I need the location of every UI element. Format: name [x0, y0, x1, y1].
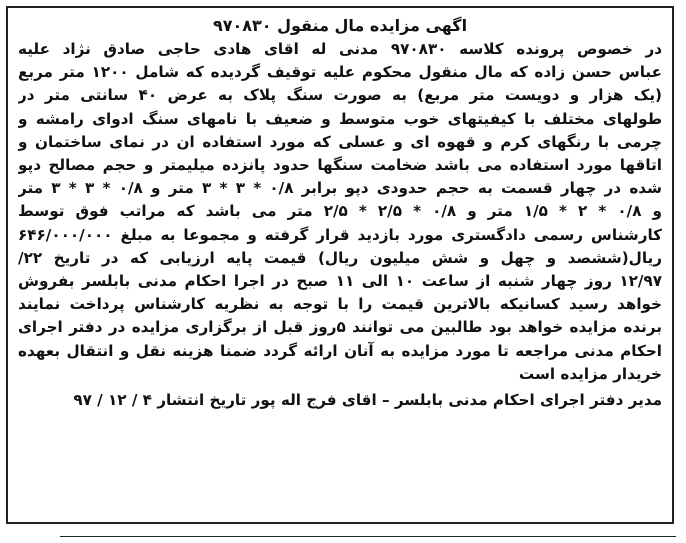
notice-line: برنده مزایده خواهد بود طالبین می توانند ۵روز قبل از برگزاری مزایده در دفتر اجرای [18, 318, 662, 337]
notice-line: شده در چهار قسمت به حجم حدودی دپو برابر ۰/۸ * ۳ * ۳ متر و ۰/۸ * ۳ * ۳ متر [18, 179, 662, 198]
notice-line: عباس حسن زاده که مال منقول محکوم علیه توقیف گردیده که شامل ۱۲۰۰ متر مربع [18, 63, 662, 82]
notice-line: اتاقها مورد استفاده می باشد ضخامت سنگها حدود پانزده میلیمتر و حجم مصالح دپو [18, 156, 662, 175]
notice-line: خریدار مزایده است [518, 364, 662, 383]
notice-line: و ۰/۸ * ۲ * ۱/۵ متر و ۰/۸ * ۲/۵ * ۲/۵ متر می باشد که مراتب فوق توسط [18, 202, 662, 221]
notice-line: در خصوص پرونده کلاسه ۹۷۰۸۳۰ مدنی له اقای هادی حاجی صادق نژاد علیه [18, 40, 662, 58]
notice-footer: مدیر دفتر اجرای احکام مدنی بابلسر – اقای فرج اله پور تاریخ انتشار ۴ / ۱۲ / ۹۷ [73, 391, 662, 410]
notice-line: کارشناس رسمی دادگستری مورد بازدید قرار گرفته و مجموعا به مبلغ ۶۴۶/۰۰۰/۰۰۰ [18, 225, 662, 244]
notice-body [18, 38, 662, 386]
notice-line: احکام مدنی مراجعه تا مورد مزایده به آنان ارائه گردد ضمنا هزینه نقل و انتقال بعهده [18, 341, 662, 360]
notice-line: ۱۲/۹۷ روز چهار شنبه از ساعت ۱۰ الی ۱۱ صبح در اجرا احکام مدنی بابلسر بفروش [18, 272, 662, 291]
notice-line: خواهد رسید کسانیکه بالاترین قیمت را با توجه به نظریه کارشناس پرداخت نمایند [18, 295, 662, 314]
notice-line: چرمی با رنگهای کرم و قهوه ای و عسلی که مورد استفاده ان در نمای ساختمان و [18, 132, 662, 151]
notice-line: (یک هزار و دویست متر مربع) به صورت سنگ پلاک به عرض ۴۰ سانتی متر در [18, 86, 662, 105]
notice-title: اگهی مزایده مال منقول ۹۷۰۸۳۰ [212, 16, 468, 35]
notice-line: ریال(ششصد و چهل و شش میلیون ریال) قیمت پایه ارزیابی که در تاریخ ۲۲/ [18, 248, 662, 267]
notice-line: طولهای مختلف با کیفیتهای خوب متوسط و ضعیف با نامهای سنگ ادوای رامشه و [18, 109, 662, 128]
bottom-divider [60, 536, 676, 537]
auction-notice [6, 6, 674, 524]
